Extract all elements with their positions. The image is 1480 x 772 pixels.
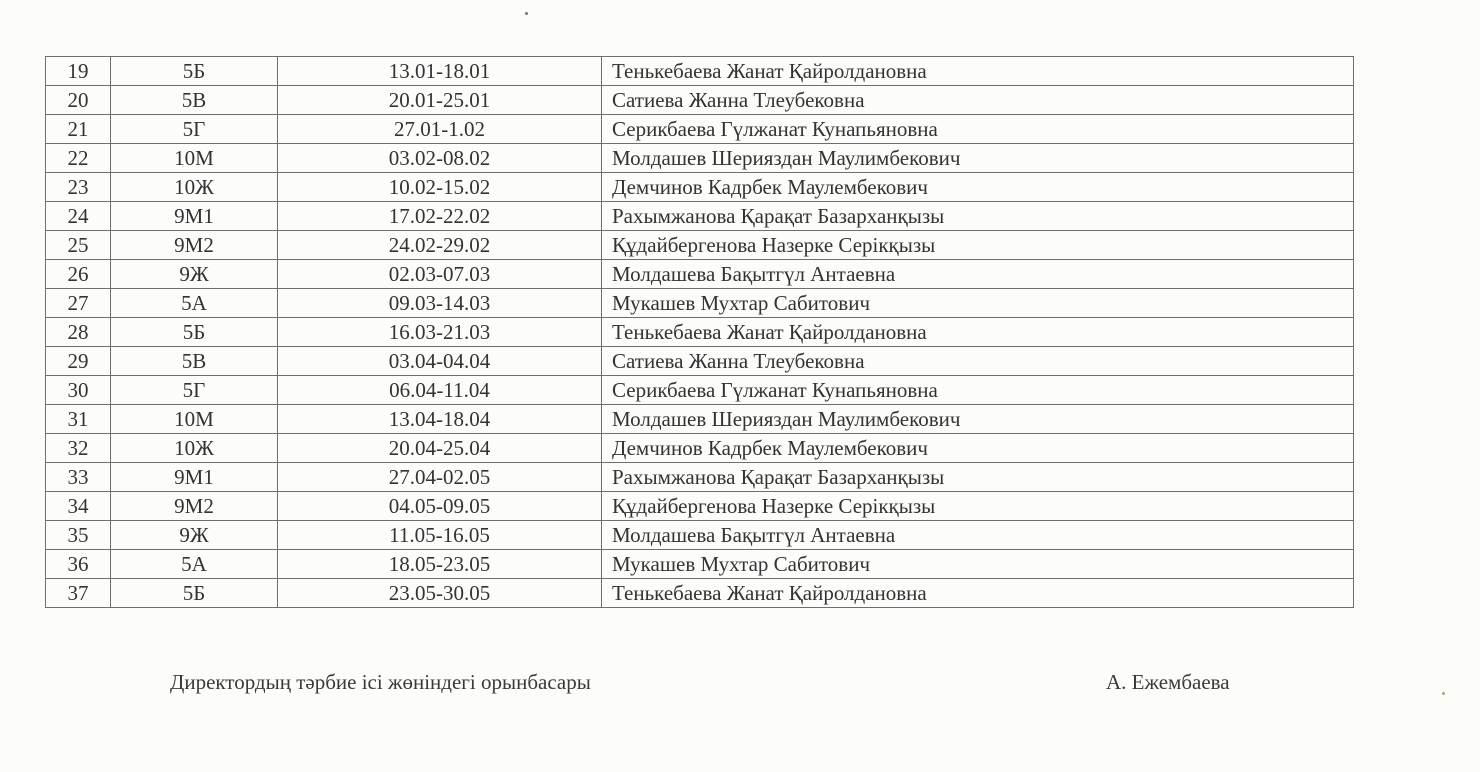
table-row bbox=[46, 405, 1354, 434]
date-range-cell: 13.04-18.04 bbox=[278, 405, 602, 434]
table-row bbox=[46, 492, 1354, 521]
class-cell: 5А bbox=[111, 550, 278, 579]
date-range-cell: 11.05-16.05 bbox=[278, 521, 602, 550]
teacher-name-cell: Тенькебаева Жанат Қайролдановна bbox=[602, 57, 1354, 86]
class-cell: 9М2 bbox=[111, 492, 278, 521]
table-row bbox=[46, 86, 1354, 115]
table-row bbox=[46, 463, 1354, 492]
row-number: 26 bbox=[46, 260, 111, 289]
class-cell: 9Ж bbox=[111, 521, 278, 550]
table-row bbox=[46, 434, 1354, 463]
teacher-name-cell: Молдашева Бақытгүл Антаевна bbox=[602, 260, 1354, 289]
teacher-name-cell: Мукашев Мухтар Сабитович bbox=[602, 289, 1354, 318]
date-range-cell: 03.04-04.04 bbox=[278, 347, 602, 376]
row-number: 32 bbox=[46, 434, 111, 463]
row-number: 36 bbox=[46, 550, 111, 579]
class-cell: 5Б bbox=[111, 579, 278, 608]
class-cell: 9М1 bbox=[111, 202, 278, 231]
table-row bbox=[46, 260, 1354, 289]
date-range-cell: 02.03-07.03 bbox=[278, 260, 602, 289]
class-cell: 5Б bbox=[111, 318, 278, 347]
date-range-cell: 03.02-08.02 bbox=[278, 144, 602, 173]
row-number: 31 bbox=[46, 405, 111, 434]
row-number: 19 bbox=[46, 57, 111, 86]
row-number: 20 bbox=[46, 86, 111, 115]
date-range-cell: 10.02-15.02 bbox=[278, 173, 602, 202]
class-cell: 5В bbox=[111, 347, 278, 376]
row-number: 29 bbox=[46, 347, 111, 376]
teacher-name-cell: Серикбаева Гүлжанат Кунапьяновна bbox=[602, 376, 1354, 405]
date-range-cell: 23.05-30.05 bbox=[278, 579, 602, 608]
teacher-name-cell: Мукашев Мухтар Сабитович bbox=[602, 550, 1354, 579]
teacher-name-cell: Демчинов Кадрбек Маулембекович bbox=[602, 434, 1354, 463]
table-row bbox=[46, 173, 1354, 202]
class-cell: 9Ж bbox=[111, 260, 278, 289]
row-number: 28 bbox=[46, 318, 111, 347]
teacher-name-cell: Құдайбергенова Назерке Серікқызы bbox=[602, 492, 1354, 521]
teacher-name-cell: Демчинов Кадрбек Маулембекович bbox=[602, 173, 1354, 202]
table-row bbox=[46, 521, 1354, 550]
class-cell: 9М1 bbox=[111, 463, 278, 492]
date-range-cell: 06.04-11.04 bbox=[278, 376, 602, 405]
deputy-director-title: Директордың тәрбие ісі жөніндегі орынбасары bbox=[170, 670, 591, 694]
scan-speck bbox=[1442, 692, 1445, 695]
teacher-name-cell: Сатиева Жанна Тлеубековна bbox=[602, 86, 1354, 115]
row-number: 21 bbox=[46, 115, 111, 144]
date-range-cell: 13.01-18.01 bbox=[278, 57, 602, 86]
row-number: 25 bbox=[46, 231, 111, 260]
table-row bbox=[46, 376, 1354, 405]
row-number: 34 bbox=[46, 492, 111, 521]
date-range-cell: 27.01-1.02 bbox=[278, 115, 602, 144]
row-number: 37 bbox=[46, 579, 111, 608]
teacher-name-cell: Сатиева Жанна Тлеубековна bbox=[602, 347, 1354, 376]
teacher-name-cell: Молдашева Бақытгүл Антаевна bbox=[602, 521, 1354, 550]
table-row bbox=[46, 115, 1354, 144]
duty-schedule-table bbox=[45, 56, 1354, 608]
class-cell: 10М bbox=[111, 144, 278, 173]
class-cell: 10М bbox=[111, 405, 278, 434]
teacher-name-cell: Құдайбергенова Назерке Серікқызы bbox=[602, 231, 1354, 260]
date-range-cell: 20.04-25.04 bbox=[278, 434, 602, 463]
table-row bbox=[46, 144, 1354, 173]
table-row bbox=[46, 318, 1354, 347]
row-number: 27 bbox=[46, 289, 111, 318]
class-cell: 9М2 bbox=[111, 231, 278, 260]
date-range-cell: 18.05-23.05 bbox=[278, 550, 602, 579]
teacher-name-cell: Молдашев Шерияздан Маулимбекович bbox=[602, 144, 1354, 173]
teacher-name-cell: Серикбаева Гүлжанат Кунапьяновна bbox=[602, 115, 1354, 144]
row-number: 33 bbox=[46, 463, 111, 492]
date-range-cell: 24.02-29.02 bbox=[278, 231, 602, 260]
scan-speck bbox=[525, 12, 528, 15]
teacher-name-cell: Тенькебаева Жанат Қайролдановна bbox=[602, 579, 1354, 608]
class-cell: 10Ж bbox=[111, 434, 278, 463]
date-range-cell: 04.05-09.05 bbox=[278, 492, 602, 521]
table-row bbox=[46, 202, 1354, 231]
date-range-cell: 27.04-02.05 bbox=[278, 463, 602, 492]
table-row bbox=[46, 289, 1354, 318]
class-cell: 5А bbox=[111, 289, 278, 318]
table-row bbox=[46, 579, 1354, 608]
date-range-cell: 09.03-14.03 bbox=[278, 289, 602, 318]
row-number: 30 bbox=[46, 376, 111, 405]
teacher-name-cell: Молдашев Шерияздан Маулимбекович bbox=[602, 405, 1354, 434]
signatory-name: А. Ежембаева bbox=[1106, 670, 1230, 694]
date-range-cell: 20.01-25.01 bbox=[278, 86, 602, 115]
class-cell: 5Б bbox=[111, 57, 278, 86]
table-row bbox=[46, 231, 1354, 260]
teacher-name-cell: Рахымжанова Қарақат Базарханқызы bbox=[602, 202, 1354, 231]
table-row bbox=[46, 550, 1354, 579]
row-number: 22 bbox=[46, 144, 111, 173]
date-range-cell: 17.02-22.02 bbox=[278, 202, 602, 231]
table-row bbox=[46, 347, 1354, 376]
schedule-table-body bbox=[46, 57, 1354, 608]
class-cell: 5Г bbox=[111, 115, 278, 144]
table-row bbox=[46, 57, 1354, 86]
teacher-name-cell: Тенькебаева Жанат Қайролдановна bbox=[602, 318, 1354, 347]
date-range-cell: 16.03-21.03 bbox=[278, 318, 602, 347]
class-cell: 5В bbox=[111, 86, 278, 115]
class-cell: 5Г bbox=[111, 376, 278, 405]
row-number: 24 bbox=[46, 202, 111, 231]
row-number: 35 bbox=[46, 521, 111, 550]
class-cell: 10Ж bbox=[111, 173, 278, 202]
row-number: 23 bbox=[46, 173, 111, 202]
teacher-name-cell: Рахымжанова Қарақат Базарханқызы bbox=[602, 463, 1354, 492]
